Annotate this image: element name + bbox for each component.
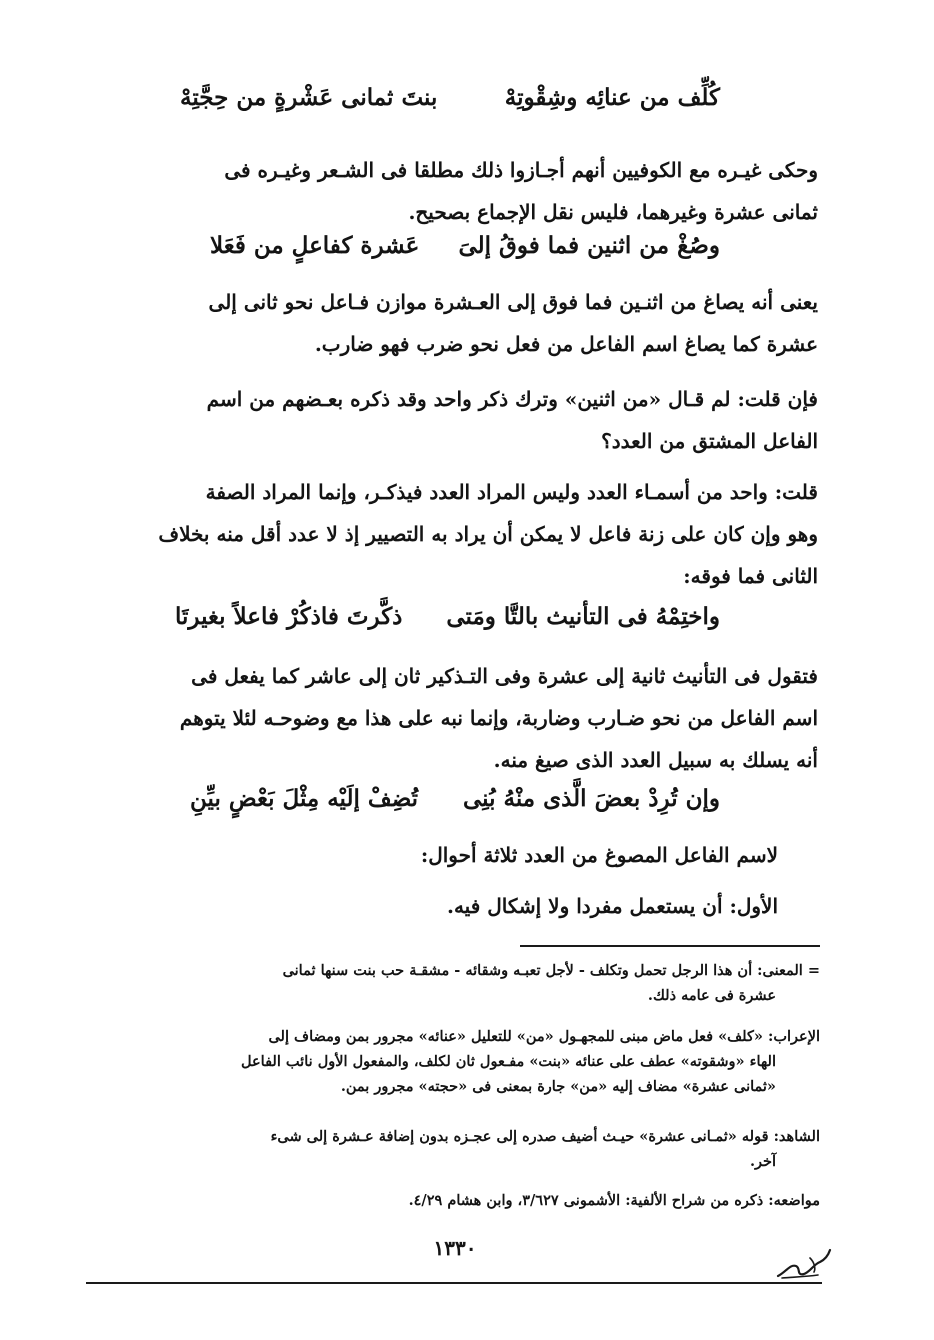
paragraph-line: لاسم الفاعل المصوغ من العدد ثلاثة أحوال: [420, 843, 778, 867]
paragraph-2 [78, 281, 818, 365]
paragraph-4 [78, 471, 818, 597]
paragraph-line: الأول: أن يستعمل مفردا ولا إشكال فيه. [446, 894, 778, 918]
footnote-text: الهاء «وشقوته» عطف على عنائه «بنت» مفـعول ثان لكلف، والمفعول الأول نائب الفاعل [241, 1053, 776, 1070]
footnote-sources [84, 1188, 820, 1213]
verse-4-right-hemistich: وإن تُرِدْ بعضَ الَّذى منْهُ بُنِى [462, 785, 720, 812]
paragraph-6 [78, 834, 778, 876]
paragraph-1 [78, 149, 818, 233]
verse-4-left-hemistich: تُضِفْ إلَيْه مِثْلَ بَعْضٍ بيِّنِ [190, 785, 419, 812]
paragraph-line: عشرة كما يصاغ اسم الفاعل من فعل نحو ضرب فهو ضارب. [314, 332, 818, 356]
footnote-meaning [84, 958, 820, 1008]
paragraph-line: وحكى غيـره مع الكوفيين أنهم أجـازوا ذلك مطلقا فى الشـعر وغيـره فى [224, 158, 818, 182]
footnote-parsing [84, 1024, 820, 1099]
footnote-separator [520, 945, 820, 947]
verse-3-right-hemistich: واختِمْهُ فى التأنيث بالتَّا ومَتى [446, 603, 720, 630]
footnote-text: «ثمانى عشرة» مضاف إليه «من» جارة بمعنى فى «حجته» مجرور بمن. [340, 1078, 776, 1095]
paragraph-line: الفاعل المشتق من العدد؟ [601, 429, 818, 453]
verse-2-right-hemistich: وصُغْ من اثنين فما فوقُ إلىَ [458, 232, 720, 259]
footnote-text: ذكره من شراح الألفية: الأشمونى ٣/٦٢٧، وابن هشام ٤/٢٩. [408, 1192, 764, 1209]
paragraph-line: قلت: واحد من أسمـاء العدد وليس المراد العدد فيذكـر، وإنما المراد الصفة [205, 480, 818, 504]
footnote-label: الإعراب: [768, 1028, 820, 1045]
paragraph-line: فتقول فى التأنيث ثانية إلى عشرة وفى التـذكير ثان إلى عاشر كما يفعل فى [191, 664, 818, 688]
page-number: ١٣٣٠ [433, 1236, 477, 1260]
verse-3-left-hemistich: ذكَّرتَ فاذكُرْ فاعلاً بغيرتَا [175, 603, 403, 630]
bottom-rule [86, 1282, 822, 1284]
footnote-label: مواضعه: [768, 1192, 820, 1209]
paragraph-5 [78, 655, 818, 781]
verse-1-right-hemistich: كُلِّف من عنائِه وشِقْوتِهْ [504, 84, 720, 111]
paragraph-line: ثمانى عشرة وغيرهما، فليس نقل الإجماع بصحيح. [408, 200, 818, 224]
footnote-text: عشرة فى عامه ذلك. [647, 987, 776, 1004]
paragraph-line: فإن قلت: لم قـال «من اثنين» وترك ذكر واحد وقد ذكره بعـضهم من اسم [206, 387, 818, 411]
footnote-text: «كلف» فعل ماض مبنى للمجهـول «من» للتعليل «عنائه» مجرور بمن ومضاف إلى [268, 1028, 763, 1045]
verse-2-left-hemistich: عَشرة كفاعلٍ من فَعَلا [210, 232, 420, 259]
footnote-label: الشاهد: [773, 1128, 820, 1145]
paragraph-line: اسم الفاعل من نحو ضـارب وضاربة، وإنما نبه على هذا مع وضوحـه لئلا يتوهم [179, 706, 818, 730]
signature-mark [774, 1246, 832, 1282]
paragraph-line: أنه يسلك به سبيل العدد الذى صيغ منه. [493, 748, 818, 772]
footnote-label: = المعنى: [757, 962, 820, 979]
footnote-text: آخر. [749, 1153, 776, 1170]
footnote-text: أن هذا الرجل تحمل وتكلف - لأجل تعبـه وشقائه - مشقـة حب بنت سنها ثمانى [282, 962, 753, 979]
paragraph-7 [78, 885, 778, 927]
paragraph-line: الثانى فما فوقه: [683, 564, 818, 588]
paragraph-3 [78, 378, 818, 462]
verse-1-left-hemistich: بنتَ ثمانى عَشْرةٍ من حِجَّتِهْ [180, 84, 438, 111]
footnote-text: قوله «ثمـانى عشرة» حيـث أضيف صدره إلى عجـزه بدون إضافة عـشرة إلى شىء [270, 1128, 769, 1145]
paragraph-line: يعنى أنه يصاغ من اثنـين فما فوق إلى العـشرة موازن فـاعل نحو ثانى إلى [208, 290, 818, 314]
paragraph-line: وهو وإن كان على زنة فاعل لا يمكن أن يراد به التصيير إذ لا عدد أقل منه بخلاف [158, 522, 818, 546]
footnote-evidence [84, 1124, 820, 1174]
